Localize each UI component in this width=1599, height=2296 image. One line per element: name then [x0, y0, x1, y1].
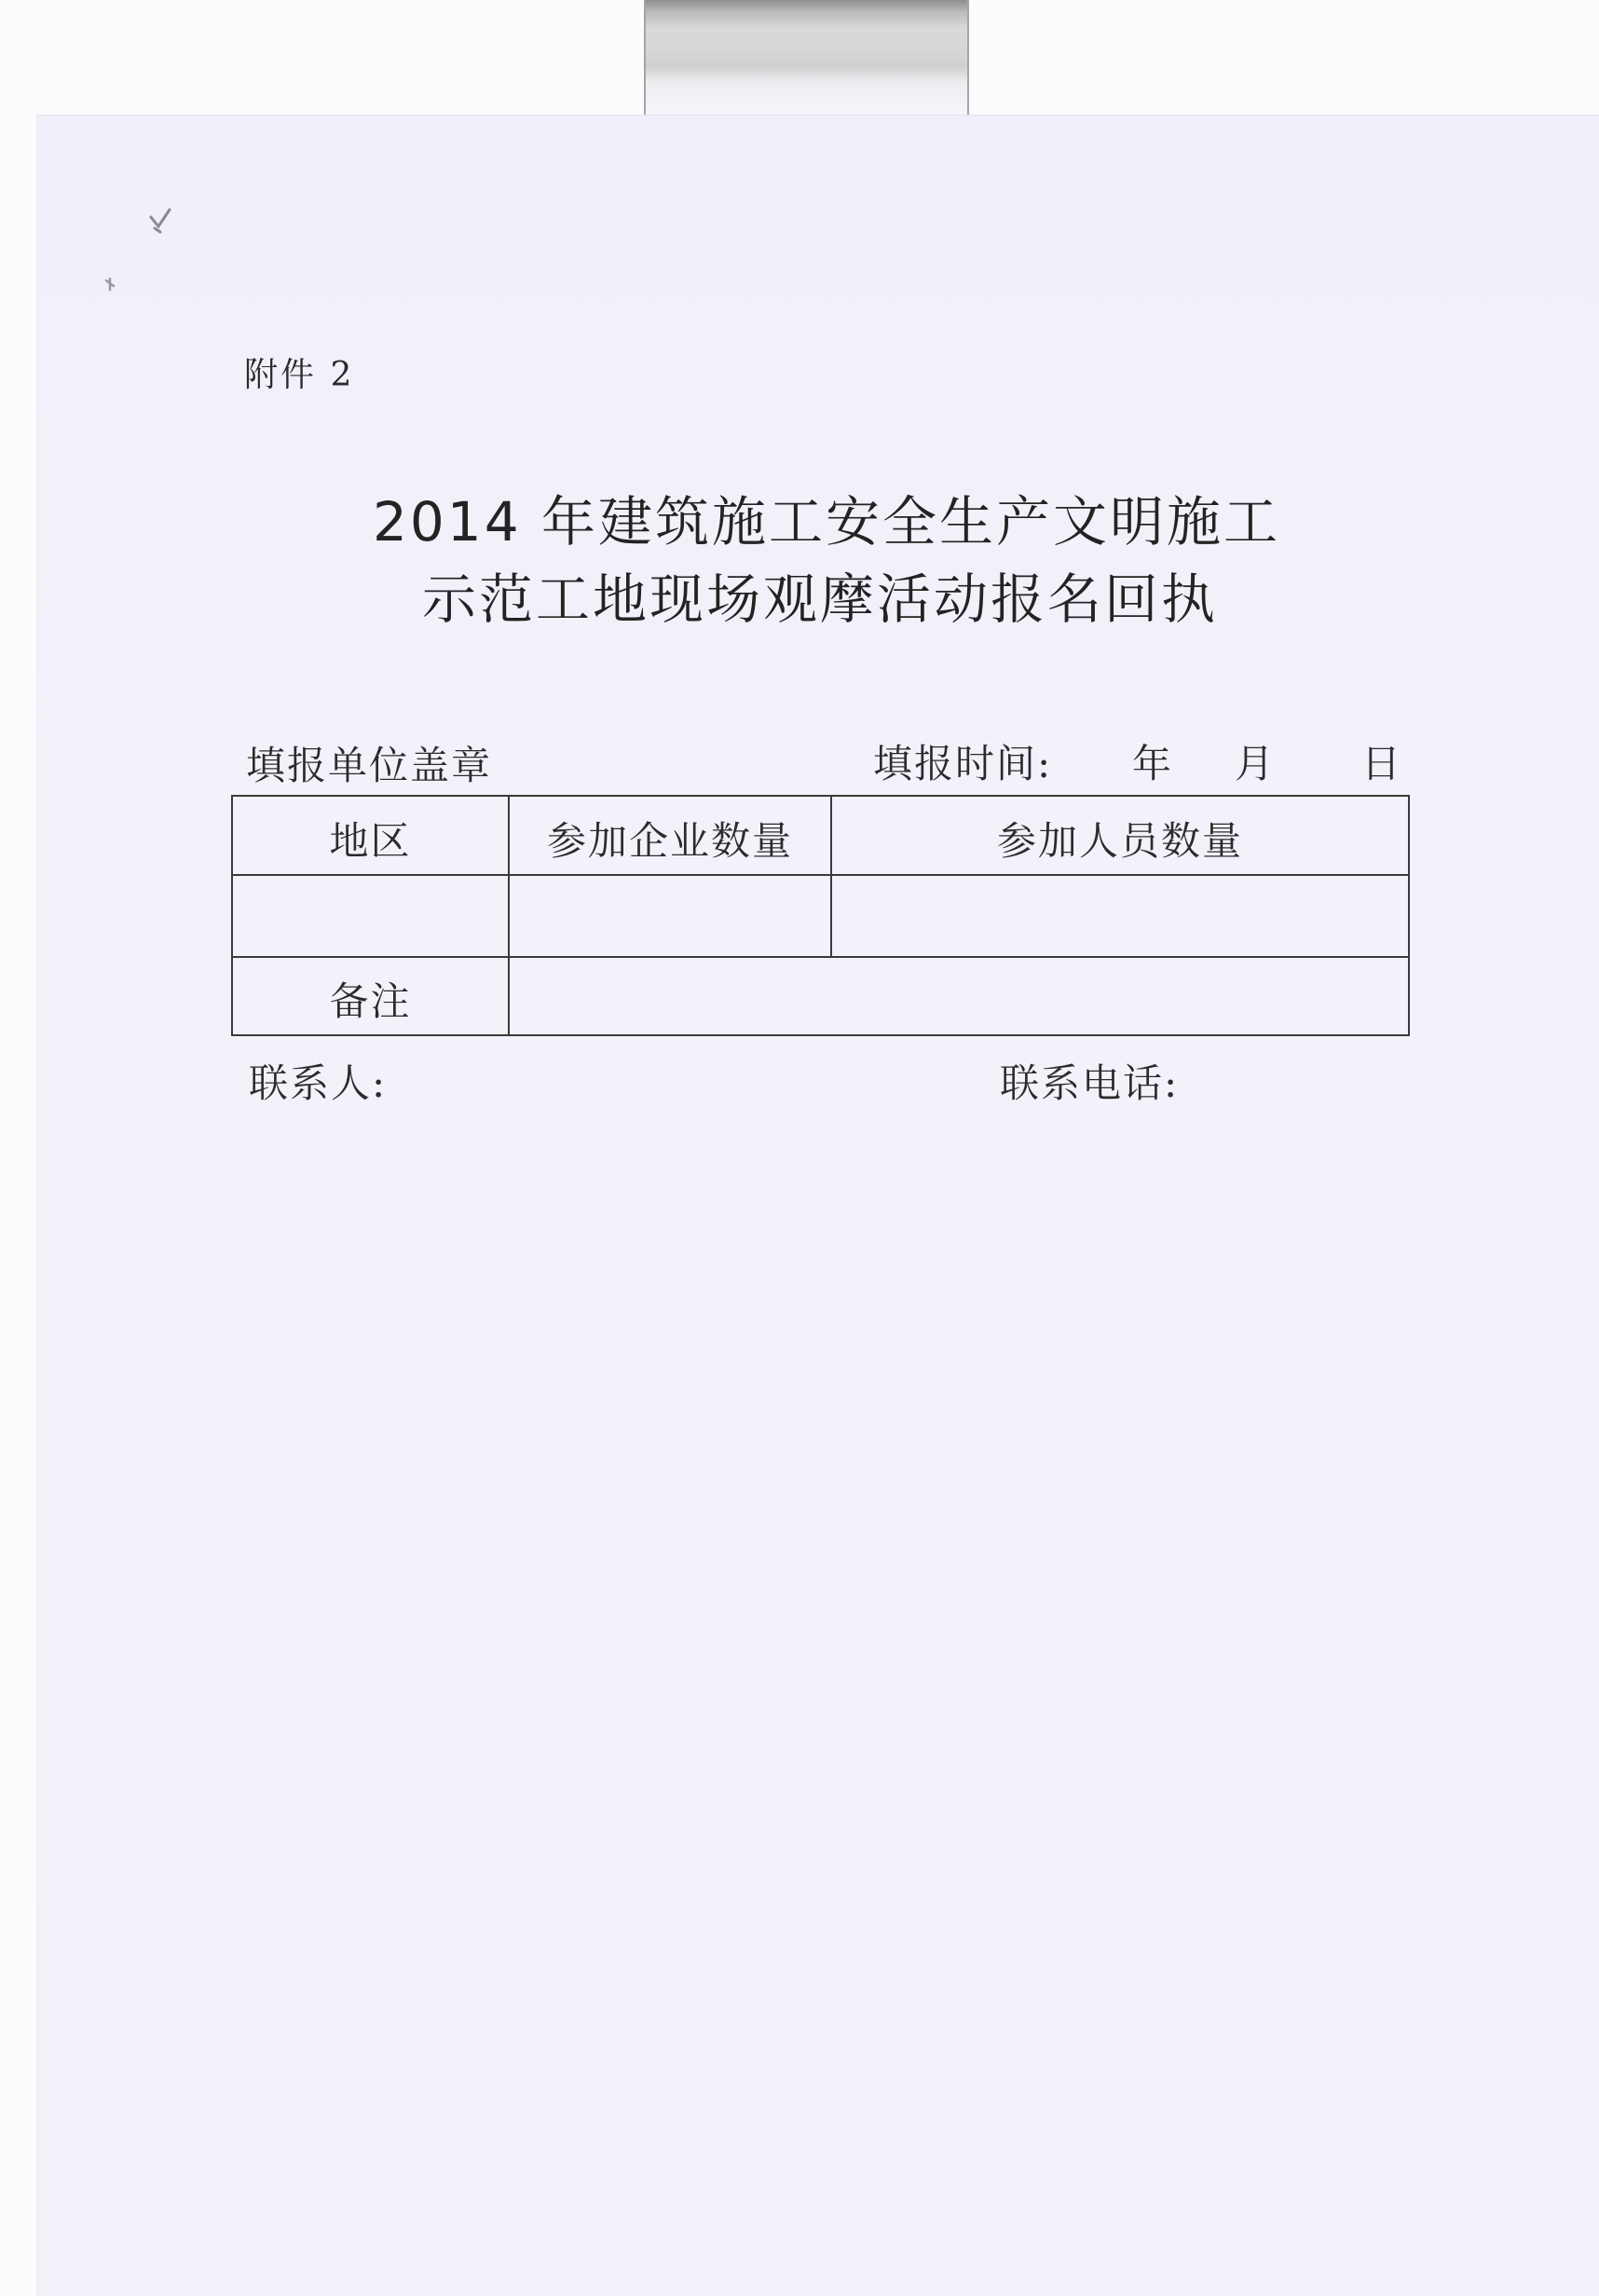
- document-title-line-2: 示范工地现场观摩活动报名回执: [421, 567, 1218, 631]
- paper-sheet: [36, 115, 1599, 2296]
- scanner-clip: [644, 0, 969, 115]
- document-title-line-1: 2014 年建筑施工安全生产文明施工: [373, 490, 1281, 554]
- unit-seal-label: 填报单位盖章: [246, 743, 493, 788]
- header-region: 地区: [329, 817, 412, 864]
- cell-remark-blank: [510, 958, 1408, 1034]
- scan-mark-2: [106, 279, 114, 290]
- attachment-label: 附件 2: [244, 356, 355, 394]
- cell-participant-count-blank: [832, 876, 1408, 956]
- cell-region-blank: [233, 876, 508, 956]
- registration-table: [231, 795, 1410, 1036]
- date-month-label: 月: [1235, 741, 1277, 786]
- date-day-label: 日: [1361, 741, 1403, 786]
- header-participant-count: 参加人员数量: [996, 817, 1243, 864]
- fill-date-label: 填报时间:: [873, 741, 1053, 786]
- cell-enterprise-count-blank: [510, 876, 830, 956]
- contact-phone-label: 联系电话:: [1000, 1060, 1180, 1106]
- contact-person-label: 联系人:: [249, 1060, 388, 1106]
- remark-label: 备注: [329, 978, 412, 1024]
- header-enterprise-count: 参加企业数量: [546, 817, 793, 864]
- scan-artifact-marks: [93, 200, 196, 303]
- date-year-label: 年: [1132, 741, 1174, 786]
- scan-mark-1: [151, 210, 170, 232]
